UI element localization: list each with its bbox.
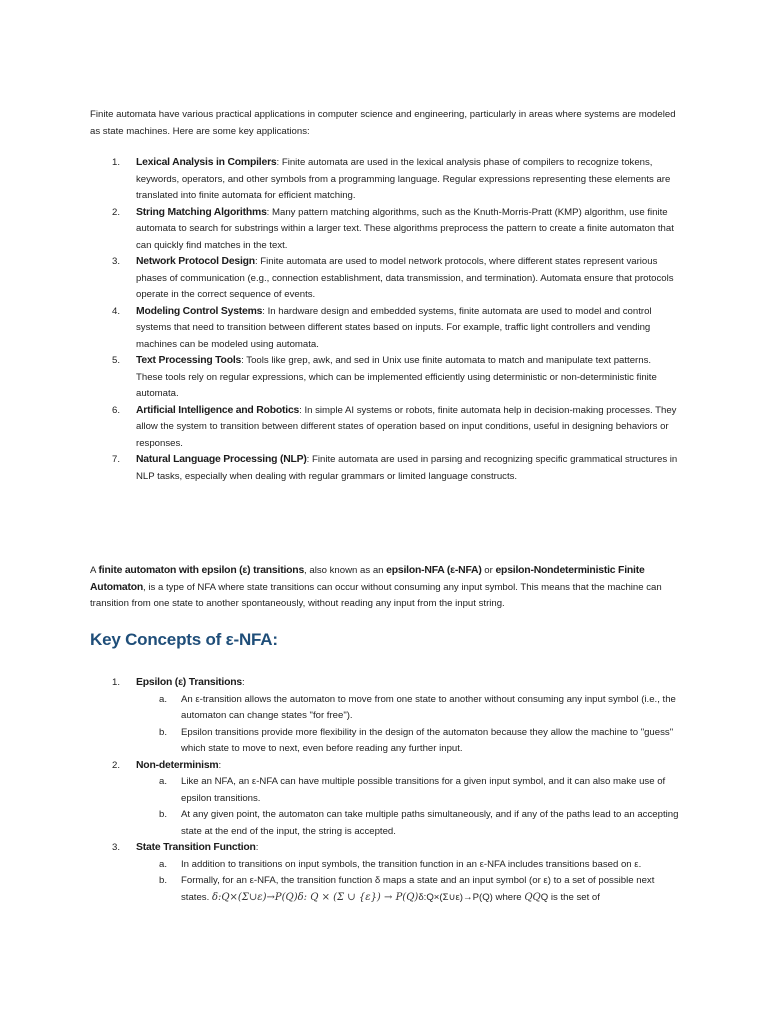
item-number: 1.	[112, 677, 121, 688]
item-text: : Many pattern matching algorithms, such as the Knuth-Morris-Pratt (KMP) algorithm, use finite automata to search for substrings within a larger text. These algorithms preprocess the pattern to create a finite automaton that can quickly find matches in the text.	[136, 206, 674, 251]
sub-item-letter: a.	[159, 776, 168, 787]
sub-list	[136, 774, 680, 840]
list-item	[90, 205, 680, 255]
item-text: : Finite automata are used in the lexical analysis phase of compilers to recognize tokens, keywords, operators, and other symbols from a programming language. Regular expressions representing these elements are translated into finite automata for efficient matching.	[136, 157, 671, 201]
item-number: 6.	[112, 404, 121, 416]
sub-item-text: Q is the set of	[540, 891, 600, 903]
list-item	[90, 840, 680, 906]
definition-paragraph	[90, 563, 680, 613]
item-number: 4.	[112, 305, 121, 317]
item-title: State Transition Function	[136, 842, 256, 853]
list-item	[90, 452, 680, 485]
sub-list	[136, 692, 680, 758]
definition-text: , also known as an	[304, 565, 387, 576]
section-heading: Key Concepts of ε-NFA:	[90, 630, 278, 649]
item-number: 2.	[112, 206, 121, 218]
intro-paragraph: Finite automata have various practical applications in computer science and engineering, particularly in areas where systems are modeled as state machines. Here are some key applications:	[90, 109, 676, 137]
sub-item-letter: a.	[159, 693, 168, 705]
item-number: 1.	[112, 157, 121, 168]
list-item	[90, 675, 680, 758]
item-number: 3.	[112, 256, 121, 267]
item-title: Modeling Control Systems	[136, 305, 263, 317]
item-number: 5.	[112, 355, 121, 366]
math-formula: δ:Q×(Σ∪ε)→P(Q)δ: Q × (Σ ∪ {ε}) → P(Q)	[211, 891, 419, 903]
sub-list-item	[136, 774, 680, 807]
item-text: : Tools like grep, awk, and sed in Unix use finite automata to match and manipulate text patterns. These tools rely on regular expressions, which can be implemented efficiently using deterministic or non-deterministic finite automata.	[136, 355, 657, 399]
sub-item-text: Formally, for an ε-NFA, the transition function δ maps a state and an input symbol (or ε) to a set of possible next states.	[181, 875, 655, 903]
sub-item-text: Epsilon transitions provide more flexibility in the design of the automaton because they allow the machine to "guess" which state to move to next, even before reading any further input.	[181, 726, 674, 754]
list-item	[90, 304, 680, 354]
item-text: : In hardware design and embedded systems, finite automata are used to model and control systems that need to transition between different states based on inputs. For example, traffic light controllers and vending machines can be modeled using automata.	[136, 305, 652, 350]
item-title: Non-determinism	[136, 759, 219, 771]
item-text: : Finite automata are used to model network protocols, where different states represent various phases of communication (e.g., connection establishment, data transmission, and termination). Automata ensure that protocols operate in the correct sequence of events.	[136, 256, 674, 300]
sub-list-item	[136, 725, 680, 758]
sub-list-item	[136, 873, 680, 906]
list-item	[90, 155, 680, 205]
sub-list-item	[136, 692, 680, 725]
item-title: Lexical Analysis in Compilers	[136, 157, 277, 168]
item-colon: :	[241, 677, 245, 688]
item-title: String Matching Algorithms	[136, 206, 267, 218]
math-formula: QQ	[524, 891, 541, 903]
item-title: Network Protocol Design	[136, 256, 255, 267]
sub-item-letter: b.	[159, 809, 168, 820]
item-title: Natural Language Processing (NLP)	[136, 454, 307, 465]
sub-item-text: An ε-transition allows the automaton to move from one state to another without consuming any input symbol (i.e., the automaton can change states "for free").	[181, 693, 676, 721]
sub-item-letter: a.	[159, 858, 168, 870]
item-number: 7.	[112, 454, 121, 465]
definition-text: or	[481, 565, 496, 576]
list-item	[90, 353, 680, 403]
sub-item-text: In addition to transitions on input symbols, the transition function in an ε-NFA includes transitions based on ε.	[181, 858, 642, 870]
sub-item-text: Like an NFA, an ε-NFA can have multiple possible transitions for a given input symbol, and it can also make use of epsilon transitions.	[181, 776, 666, 804]
definition-text: A	[90, 565, 99, 576]
sub-list-item	[136, 857, 680, 874]
item-title: Epsilon (ε) Transitions	[136, 677, 242, 688]
item-number: 2.	[112, 759, 121, 771]
list-item	[90, 254, 680, 304]
item-title: Text Processing Tools	[136, 355, 242, 366]
item-colon: :	[218, 759, 222, 771]
sub-list-item	[136, 807, 680, 840]
list-item	[90, 403, 680, 453]
sub-item-letter: b.	[159, 726, 168, 738]
item-colon: :	[255, 842, 259, 853]
item-text: : Finite automata are used in parsing and recognizing specific grammatical structures in NLP tasks, especially when dealing with regular grammars or limited language constructs.	[136, 454, 678, 482]
sub-item-text: δ:Q×(Σ∪ε)→P(Q) where	[418, 891, 525, 903]
definition-text: , is a type of NFA where state transitions can occur without consuming any input symbol. This means that the machine can transition from one state to another spontaneously, without reading any input from the input string.	[90, 581, 662, 609]
definition-term: epsilon-Nondeterministic Finite Automaton	[90, 565, 645, 593]
definition-term: finite automaton with epsilon (ε) transitions	[98, 565, 305, 576]
sub-item-letter: b.	[159, 875, 168, 886]
list-item	[90, 758, 680, 841]
item-text: : In simple AI systems or robots, finite automata help in decision-making processes. They allow the system to transition between different states of operation based on input conditions, useful in designing behaviors or responses.	[136, 404, 677, 449]
sub-item-text: At any given point, the automaton can take multiple paths simultaneously, and if any of the paths lead to an accepting state at the end of the input, the string is accepted.	[181, 809, 679, 837]
concepts-list	[90, 675, 680, 906]
sub-list	[136, 857, 680, 907]
applications-list	[90, 155, 680, 485]
item-title: Artificial Intelligence and Robotics	[136, 404, 300, 416]
item-number: 3.	[112, 842, 121, 853]
definition-term: epsilon-NFA (ε-NFA)	[386, 565, 482, 576]
